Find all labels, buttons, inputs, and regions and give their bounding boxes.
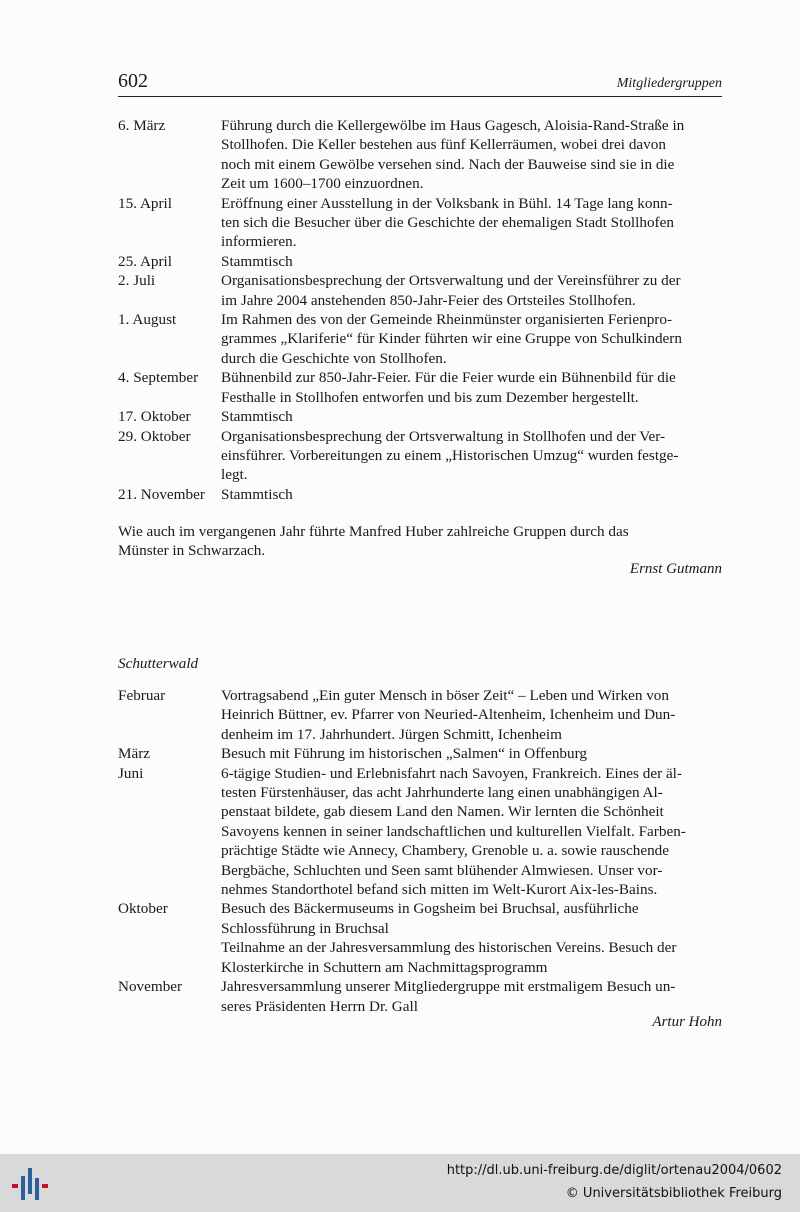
entry-date: 2. Juli bbox=[118, 272, 156, 290]
entry-text: Bühnenbild zur 850-Jahr-Feier. Für die Feier wurde ein Bühnenbild für die Festhalle in Stollhofen entworfen und bis zum Dezember hergestellt. bbox=[221, 369, 676, 406]
entry-date: 17. Oktober bbox=[118, 408, 191, 426]
list-item bbox=[118, 116, 722, 194]
copyright-text: © Universitätsbibliothek Freiburg bbox=[565, 1186, 782, 1201]
entry-text: Stammtisch bbox=[221, 485, 293, 503]
page-header bbox=[118, 70, 722, 97]
list-item bbox=[118, 271, 722, 310]
entry-text: Teilnahme an der Jahresversammlung des historischen Vereins. Besuch der Klosterkirche in Schuttern am Nachmittagsprogramm bbox=[221, 939, 677, 976]
list-item bbox=[118, 686, 722, 744]
entry-text: Stammtisch bbox=[221, 252, 293, 270]
entry-text: Stammtisch bbox=[221, 408, 293, 426]
entry-date: Oktober bbox=[118, 900, 168, 918]
university-library-logo-icon bbox=[10, 1164, 50, 1204]
list-item bbox=[118, 310, 722, 368]
footer-bar bbox=[0, 1154, 800, 1212]
entry-date: 6. März bbox=[118, 117, 166, 134]
list-item bbox=[118, 368, 722, 407]
list-item bbox=[118, 252, 722, 271]
entry-text: Eröffnung einer Ausstellung in der Volksbank in Bühl. 14 Tage lang konn- ten sich die Besucher über die Geschichte der ehemaligen Stadt Stollhofen informieren. bbox=[221, 194, 674, 251]
running-head: Mitgliedergruppen bbox=[616, 76, 722, 91]
signature: Ernst Gutmann bbox=[629, 561, 722, 577]
entry-text: Jahresversammlung unserer Mitgliedergruppe mit erstmaligem Besuch un- seres Präsidenten Herrn Dr. Gall bbox=[221, 978, 676, 1015]
list-item bbox=[118, 744, 722, 763]
entry-text: Im Rahmen des von der Gemeinde Rheinmünster organisierten Ferienpro- grammes „Klariferie“ für Kinder führten wir eine Gruppe von Schulkindern durch die Geschichte von Stollhofen. bbox=[221, 311, 682, 367]
list-item bbox=[118, 427, 722, 485]
entry-date: 15. April bbox=[118, 194, 173, 212]
entry-date: 21. November bbox=[118, 485, 205, 503]
entry-date: März bbox=[118, 745, 151, 763]
entry-date: November bbox=[118, 978, 183, 996]
closing-paragraph: Wie auch im vergangenen Jahr führte Manfred Huber zahlreiche Gruppen durch das Münster in Schwarzach. bbox=[118, 523, 629, 560]
entry-date: 25. April bbox=[118, 252, 173, 270]
entry-text: Organisationsbesprechung der Ortsverwaltung in Stollhofen und der Ver- einsführer. Vorbereitungen zu einem „Historischen Umzug“ wurden festge- legt. bbox=[221, 427, 679, 484]
entry-date bbox=[118, 938, 221, 977]
list-item bbox=[118, 485, 722, 504]
list-item bbox=[118, 977, 722, 1016]
section1-entries bbox=[118, 116, 722, 504]
entry-text: Organisationsbesprechung der Ortsverwaltung und der Vereinsführer zu der im Jahre 2004 anstehenden 850-Jahr-Feier des Ortsteiles Stollhofen. bbox=[221, 272, 681, 309]
entry-text: Führung durch die Kellergewölbe im Haus Gagesch, Aloisia-Rand-Straße in Stollhofen. Die Keller bestehen aus fünf Kellerräumen, wobei drei davon noch mit einem Gewölbe versehen sind. Nach der Bauweise sind sie in die Zeit um 1600–1700 einzuordnen. bbox=[221, 117, 685, 193]
entry-date: 29. Oktober bbox=[118, 427, 191, 445]
list-item bbox=[118, 407, 722, 426]
list-item bbox=[118, 938, 722, 977]
signature: Artur Hohn bbox=[652, 1014, 722, 1030]
list-item bbox=[118, 194, 722, 252]
entry-text: Besuch des Bäckermuseums in Gogsheim bei Bruchsal, ausführliche Schlossführung in Bruchsal bbox=[221, 900, 639, 937]
entry-date: 4. September bbox=[118, 369, 199, 387]
entry-date: Juni bbox=[118, 764, 144, 782]
entry-text: Vortragsabend „Ein guter Mensch in böser Zeit“ – Leben und Wirken von Heinrich Büttner, ev. Pfarrer von Neuried-Altenheim, Ichenheim und Dun- denheim im 17. Jahrhundert. Jürgen Schmitt, Ichenheim bbox=[221, 687, 676, 743]
list-item bbox=[118, 899, 722, 938]
entry-date: Februar bbox=[118, 687, 166, 704]
section-title: Schutterwald bbox=[118, 655, 199, 672]
page-number: 602 bbox=[118, 70, 148, 92]
section2-entries bbox=[118, 686, 722, 1016]
entry-date: 1. August bbox=[118, 311, 177, 329]
source-url-link[interactable]: http://dl.ub.uni-freiburg.de/diglit/ortenau2004/0602 bbox=[446, 1163, 782, 1178]
list-item bbox=[118, 764, 722, 900]
entry-text: Besuch mit Führung im historischen „Salmen“ in Offenburg bbox=[221, 745, 587, 763]
entry-text: 6-tägige Studien- und Erlebnisfahrt nach Savoyen, Frankreich. Eines der äl- testen Fürstenhäuser, das acht Jahrhunderte lang einen unabhängigen Al- penstaat bildete, gab diesem Land den Namen. Wir lernten die Schönheit Savoyens kennen in seiner landschaftlichen und kulturellen Vielfalt. Farben- prächtige Städte wie Annecy, Chambery, Grenoble u. a. sowie rauschende Bergbäche, Schluchten und Seen samt blühender Almwiesen. Unser vor- nehmes Standorthotel befand sich mitten im Welt-Kurort Aix-les-Bains. bbox=[221, 764, 686, 899]
